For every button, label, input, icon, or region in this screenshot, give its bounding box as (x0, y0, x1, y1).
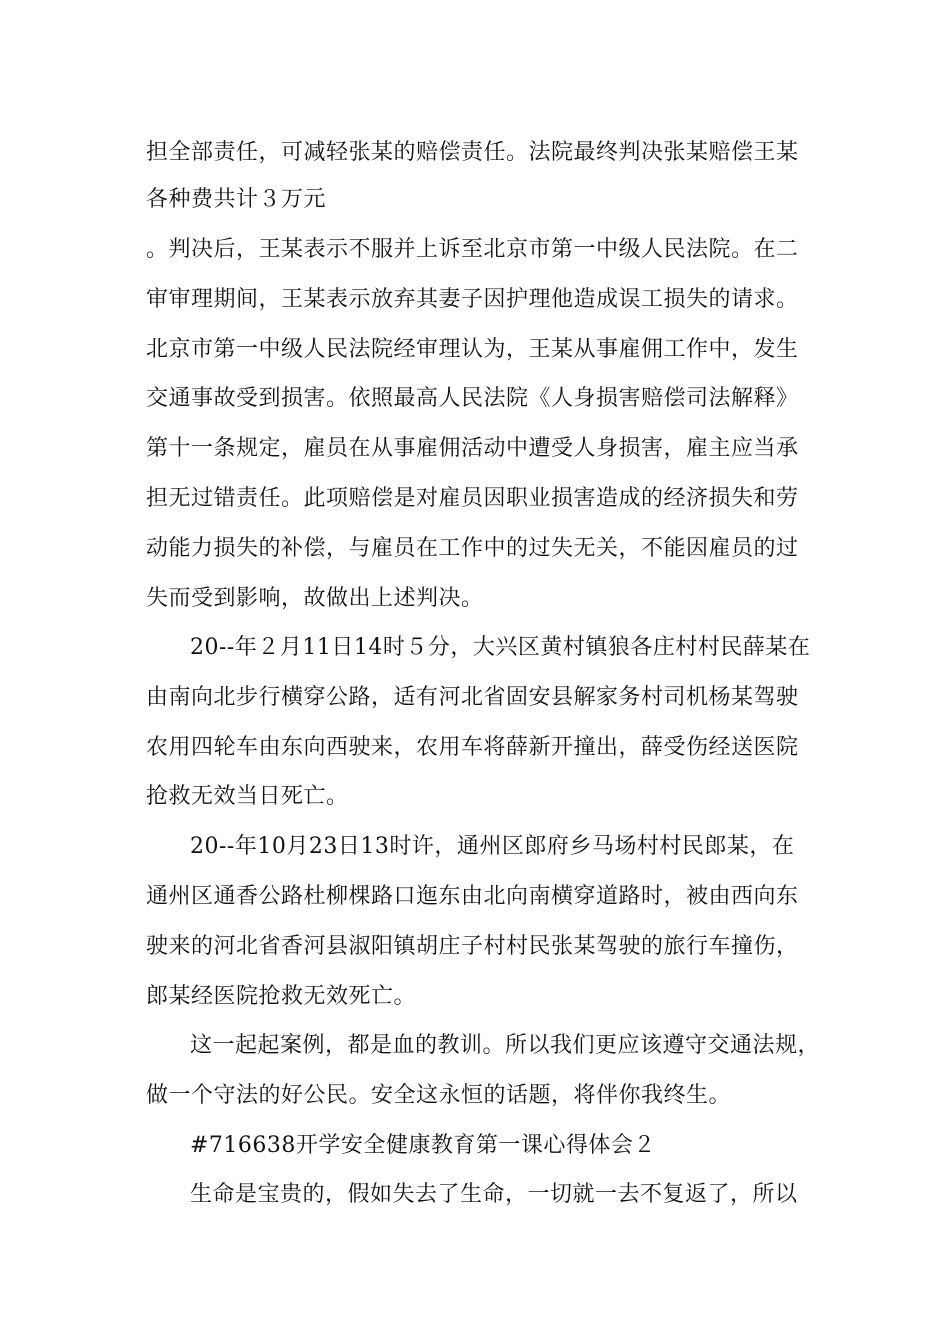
text-line-5: 北京市第一中级人民法院经审理认为，王某从事雇佣工作中，发生 (146, 337, 799, 362)
text-line-12: 由南向北步行横穿公路，适有河北省固安县解家务村司机杨某驾驶 (146, 685, 799, 710)
text-line-11: 20--年２月11日14时５分，大兴区黄村镇狼各庄村村民薛某在 (190, 635, 811, 660)
text-line-7: 第十一条规定，雇员在从事雇佣活动中遭受人身损害，雇主应当承 (146, 436, 799, 461)
text-line-8: 担无过错责任。此项赔偿是对雇员因职业损害造成的经济损失和劳 (146, 486, 799, 511)
text-line-15: 20--年10月23日13时许，通州区郎府乡马场村村民郎某，在 (190, 834, 795, 859)
text-line-19: 这一起起案例，都是血的教训。所以我们更应该遵守交通法规， (190, 1033, 821, 1058)
text-line-22: 生命是宝贵的，假如失去了生命，一切就一去不复返了，所以 (190, 1182, 798, 1207)
text-line-4: 审审理期间，王某表示放弃其妻子因护理他造成误工损失的请求。 (146, 287, 799, 312)
text-line-20: 做一个守法的好公民。安全这永恒的话题，将伴你我终生。 (146, 1083, 732, 1108)
text-line-9: 动能力损失的补偿，与雇员在工作中的过失无关，不能因雇员的过 (146, 536, 799, 561)
text-line-6: 交通事故受到损害。依照最高人民法院《人身损害赔偿司法解释》 (146, 386, 799, 411)
text-line-10: 失而受到影响，故做出上述判决。 (146, 586, 484, 611)
text-line-1: 担全部责任，可减轻张某的赔偿责任。法院最终判决张某赔偿王某 (146, 140, 799, 165)
text-line-13: 农用四轮车由东向西驶来，农用车将薛新开撞出，薛受伤经送医院 (146, 735, 799, 760)
text-line-17: 驶来的河北省香河县淑阳镇胡庄子村村民张某驾驶的旅行车撞伤， (146, 934, 799, 959)
text-line-2: 各种费共计３万元 (146, 187, 327, 212)
text-line-16: 通州区通香公路杜柳棵路口迤东由北向南横穿道路时，被由西向东 (146, 884, 799, 909)
text-line-18: 郎某经医院抢救无效死亡。 (146, 984, 417, 1009)
text-line-14: 抢救无效当日死亡。 (146, 784, 349, 809)
text-line-3: 。判决后，王某表示不服并上诉至北京市第一中级人民法院。在二 (146, 237, 799, 262)
section-heading: #716638开学安全健康教育第一课心得体会２ (190, 1133, 656, 1158)
